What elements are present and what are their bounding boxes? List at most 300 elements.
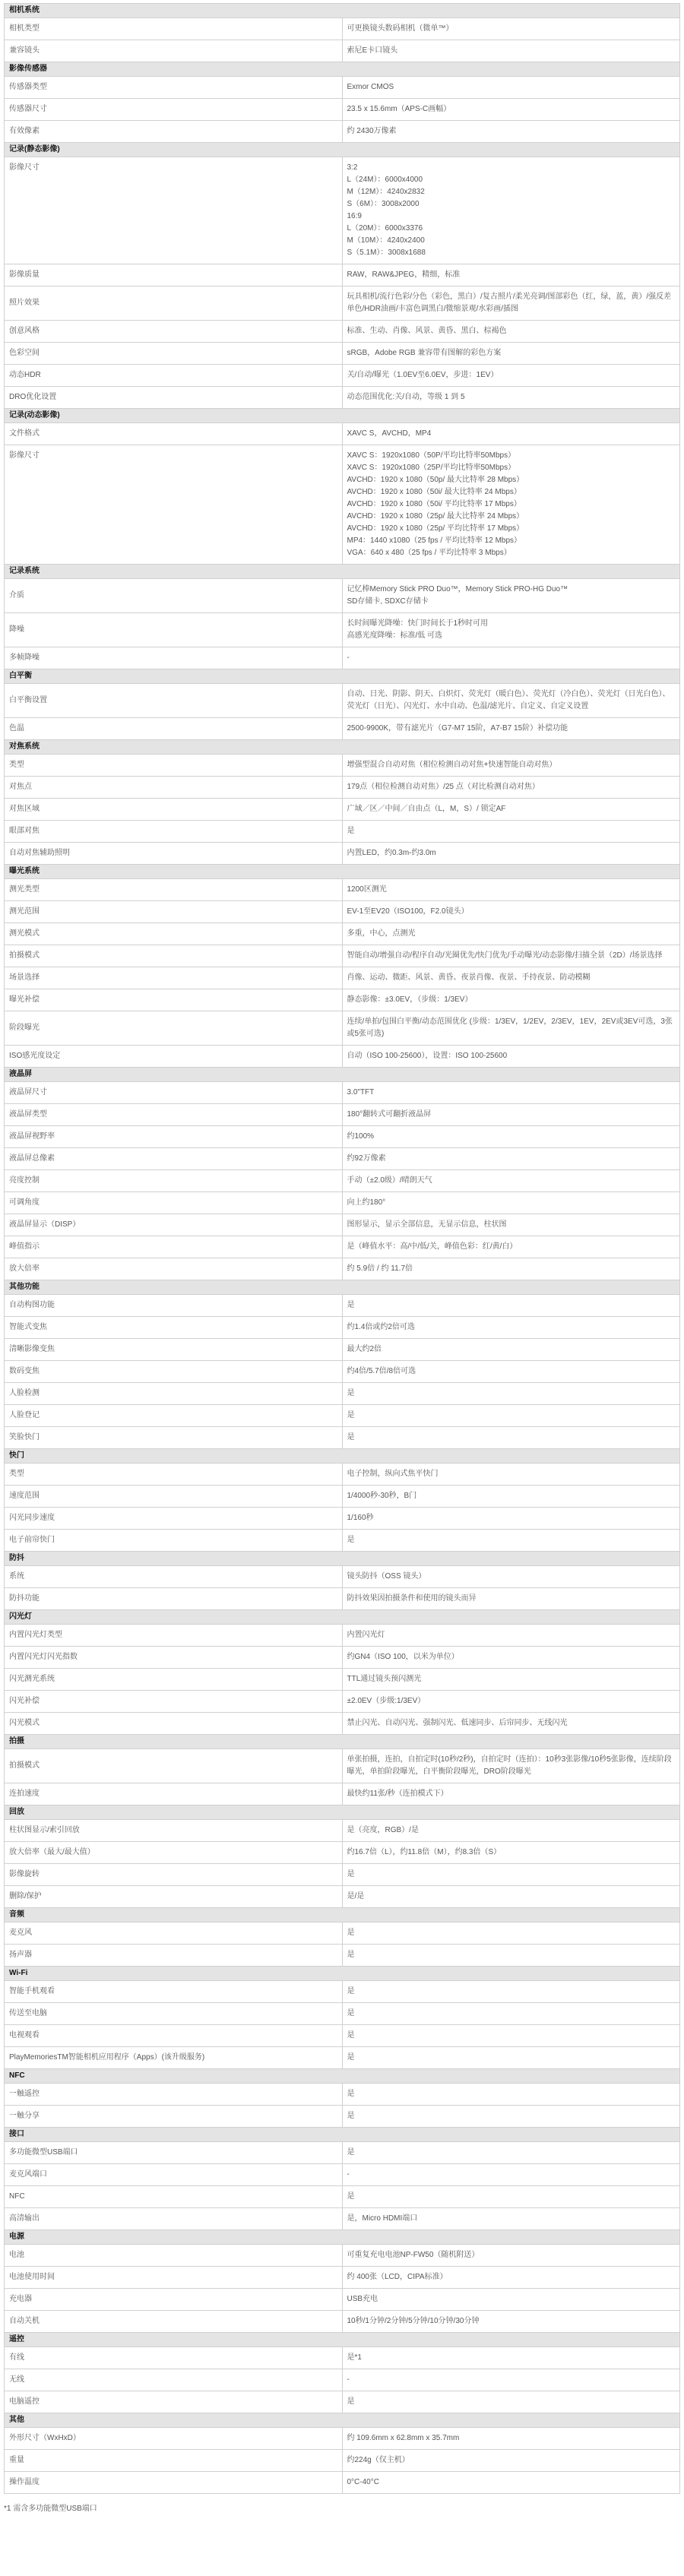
spec-value bbox=[342, 879, 680, 901]
spec-value bbox=[342, 2208, 680, 2230]
spec-label: 闪光补偿 bbox=[5, 1691, 343, 1713]
spec-value-line: 约224g（仅主机） bbox=[347, 2456, 410, 2464]
spec-row bbox=[5, 989, 680, 1011]
spec-value-line: EV-1至EV20（ISO100，F2.0镜头） bbox=[347, 907, 469, 916]
spec-value-line: 镜头防抖（OSS 镜头） bbox=[347, 1572, 426, 1581]
spec-value-line: 是（亮度，RGB）/是 bbox=[347, 1826, 419, 1834]
section-header bbox=[5, 2128, 680, 2142]
spec-value bbox=[342, 2267, 680, 2289]
spec-table-body bbox=[5, 4, 680, 2494]
spec-value bbox=[342, 445, 680, 565]
spec-value bbox=[342, 2106, 680, 2128]
spec-value-line: 是，Micro HDMI端口 bbox=[347, 2214, 418, 2223]
spec-value-line: - bbox=[347, 2170, 350, 2179]
spec-row bbox=[5, 1530, 680, 1552]
spec-value-line: 23.5 x 15.6mm（APS-C画幅） bbox=[347, 105, 451, 113]
spec-value bbox=[342, 1104, 680, 1126]
spec-value-line: 180°翻转式可翻折液晶屏 bbox=[347, 1110, 432, 1119]
spec-row bbox=[5, 1011, 680, 1046]
spec-value bbox=[342, 1011, 680, 1046]
spec-label: 动态HDR bbox=[5, 365, 343, 387]
spec-value bbox=[342, 365, 680, 387]
spec-label: 智能式变焦 bbox=[5, 1317, 343, 1339]
spec-label: 自动构图功能 bbox=[5, 1295, 343, 1317]
spec-value bbox=[342, 40, 680, 62]
footnote: *1 需含多功能微型USB端口 bbox=[4, 2505, 97, 2513]
section-title: 回放 bbox=[5, 1805, 680, 1820]
spec-value bbox=[342, 1691, 680, 1713]
spec-value bbox=[342, 684, 680, 718]
spec-value-line: S（6M）：3008x2000 bbox=[347, 200, 420, 208]
spec-value bbox=[342, 2311, 680, 2333]
spec-row bbox=[5, 1669, 680, 1691]
spec-row bbox=[5, 1317, 680, 1339]
spec-label: 电脑遥控 bbox=[5, 2391, 343, 2413]
spec-value-line: SD存储卡, SDXC存储卡 bbox=[347, 597, 429, 606]
spec-label: 外形尺寸（WxHxD） bbox=[5, 2428, 343, 2450]
spec-value bbox=[342, 989, 680, 1011]
spec-value bbox=[342, 901, 680, 923]
spec-value bbox=[342, 1842, 680, 1864]
section-header bbox=[5, 740, 680, 755]
spec-label: 峰值指示 bbox=[5, 1236, 343, 1258]
spec-row bbox=[5, 923, 680, 945]
spec-label: 介质 bbox=[5, 579, 343, 613]
spec-value bbox=[342, 1148, 680, 1170]
spec-value-line: 2500-9900K，带有滤光片（G7-M7 15阶，A7-B7 15阶）补偿功能 bbox=[347, 724, 568, 733]
spec-value bbox=[342, 1530, 680, 1552]
section-title: 防抖 bbox=[5, 1552, 680, 1566]
section-header bbox=[5, 2069, 680, 2084]
section-header bbox=[5, 1280, 680, 1295]
spec-value bbox=[342, 1339, 680, 1361]
spec-row bbox=[5, 1427, 680, 1449]
spec-label: 多帧降噪 bbox=[5, 647, 343, 669]
spec-label: PlayMemoriesTM智能相机应用程序（Apps）(该升级服务) bbox=[5, 2047, 343, 2069]
spec-label: 影像旋转 bbox=[5, 1864, 343, 1886]
spec-value-line: Exmor CMOS bbox=[347, 83, 394, 91]
spec-value-line: sRGB，Adobe RGB 兼容带有图解的彩色方案 bbox=[347, 349, 502, 357]
spec-value bbox=[342, 2003, 680, 2025]
spec-row bbox=[5, 1820, 680, 1842]
spec-value-line: 广域／区／中间／自由点（L，M，S）/ 锁定AF bbox=[347, 805, 506, 813]
spec-value-line: 是 bbox=[347, 2112, 355, 2120]
spec-value bbox=[342, 157, 680, 264]
spec-label: 充电器 bbox=[5, 2289, 343, 2311]
spec-value bbox=[342, 579, 680, 613]
spec-value bbox=[342, 423, 680, 445]
spec-label: 眼部对焦 bbox=[5, 821, 343, 843]
spec-row bbox=[5, 1148, 680, 1170]
spec-row bbox=[5, 843, 680, 865]
spec-row bbox=[5, 1981, 680, 2003]
spec-label: 创意风格 bbox=[5, 321, 343, 343]
spec-value-line: 图形显示，显示全部信息，无显示信息，柱状图 bbox=[347, 1220, 507, 1229]
spec-row bbox=[5, 1566, 680, 1588]
spec-label: 影像尺寸 bbox=[5, 157, 343, 264]
spec-row bbox=[5, 2369, 680, 2391]
spec-label: 曝光补偿 bbox=[5, 989, 343, 1011]
spec-row bbox=[5, 945, 680, 967]
spec-value bbox=[342, 264, 680, 286]
spec-label: 文件格式 bbox=[5, 423, 343, 445]
spec-value bbox=[342, 1486, 680, 1508]
spec-value-line: M（12M）：4240x2832 bbox=[347, 188, 425, 196]
spec-value bbox=[342, 2047, 680, 2069]
spec-value bbox=[342, 1864, 680, 1886]
spec-value-line: AVCHD：1920 x 1080（50p/ 最大比特率 28 Mbps） bbox=[347, 476, 524, 484]
spec-label: 液晶屏显示（DISP） bbox=[5, 1214, 343, 1236]
spec-value bbox=[342, 2084, 680, 2106]
spec-row bbox=[5, 445, 680, 565]
spec-row bbox=[5, 2025, 680, 2047]
spec-label: 扬声器 bbox=[5, 1945, 343, 1967]
spec-label: 影像尺寸 bbox=[5, 445, 343, 565]
spec-row bbox=[5, 1625, 680, 1647]
spec-value bbox=[342, 1923, 680, 1945]
spec-value bbox=[342, 2142, 680, 2164]
spec-row bbox=[5, 2084, 680, 2106]
spec-row bbox=[5, 879, 680, 901]
spec-value-line: XAVC S：1920x1080（50P/平均比特率50Mbps） bbox=[347, 451, 516, 460]
section-title: Wi-Fi bbox=[5, 1967, 680, 1981]
spec-table bbox=[4, 3, 680, 2494]
spec-value-line: AVCHD：1920 x 1080（25p/ 最大比特率 24 Mbps） bbox=[347, 512, 524, 521]
spec-label: 智能手机观看 bbox=[5, 1981, 343, 2003]
spec-label: 对焦区域 bbox=[5, 799, 343, 821]
spec-row bbox=[5, 2047, 680, 2069]
spec-row bbox=[5, 121, 680, 143]
spec-label: 拍摄模式 bbox=[5, 945, 343, 967]
spec-value-line: 是 bbox=[347, 1536, 355, 1544]
spec-value bbox=[342, 1749, 680, 1783]
spec-value-line: 是 bbox=[347, 1929, 355, 1937]
spec-value-line: 约GN4（ISO 100，以米为单位） bbox=[347, 1653, 459, 1661]
spec-value-line: 约 109.6mm x 62.8mm x 35.7mm bbox=[347, 2434, 460, 2442]
section-title: 接口 bbox=[5, 2128, 680, 2142]
spec-row bbox=[5, 1236, 680, 1258]
spec-label: 放大倍率（最大/最大值） bbox=[5, 1842, 343, 1864]
spec-row bbox=[5, 2347, 680, 2369]
section-header bbox=[5, 1552, 680, 1566]
spec-value bbox=[342, 121, 680, 143]
spec-value bbox=[342, 1713, 680, 1735]
spec-value-line: 1/4000秒-30秒，B门 bbox=[347, 1492, 417, 1500]
spec-row bbox=[5, 579, 680, 613]
spec-value-line: 179点（相位检测自动对焦）/25 点（对比检测自动对焦） bbox=[347, 783, 540, 791]
spec-value-line: MP4：1440 x1080（25 fps / 平均比特率 12 Mbps） bbox=[347, 536, 522, 545]
spec-label: 色彩空间 bbox=[5, 343, 343, 365]
section-header bbox=[5, 62, 680, 77]
spec-row bbox=[5, 647, 680, 669]
section-title: 记录系统 bbox=[5, 565, 680, 579]
spec-value bbox=[342, 2186, 680, 2208]
spec-value-line: L（20M）：6000x3376 bbox=[347, 224, 423, 233]
spec-value-line: 内置闪光灯 bbox=[347, 1631, 385, 1639]
spec-value bbox=[342, 1886, 680, 1908]
section-header bbox=[5, 865, 680, 879]
spec-value-line: - bbox=[347, 2375, 350, 2384]
spec-row bbox=[5, 2142, 680, 2164]
spec-value-line: 是 bbox=[347, 2053, 355, 2062]
spec-value bbox=[342, 1046, 680, 1068]
spec-row bbox=[5, 1464, 680, 1486]
spec-row bbox=[5, 901, 680, 923]
spec-value-line: 是*1 bbox=[347, 2353, 362, 2362]
spec-value-line: 3.0"TFT bbox=[347, 1088, 375, 1097]
spec-label: NFC bbox=[5, 2186, 343, 2208]
section-title: 其他功能 bbox=[5, 1280, 680, 1295]
spec-value-line: S（5.1M）：3008x1688 bbox=[347, 248, 426, 257]
spec-label: 笑脸快门 bbox=[5, 1427, 343, 1449]
spec-value-line: 是 bbox=[347, 1389, 355, 1397]
section-title: 对焦系统 bbox=[5, 740, 680, 755]
spec-row bbox=[5, 1588, 680, 1610]
spec-row bbox=[5, 1339, 680, 1361]
section-header bbox=[5, 669, 680, 684]
spec-value-line: 1200区测光 bbox=[347, 885, 387, 894]
spec-value bbox=[342, 1588, 680, 1610]
spec-value bbox=[342, 2450, 680, 2472]
spec-value bbox=[342, 99, 680, 121]
spec-value-line: 是（峰值水平：高/中/低/关，峰值色彩：红/黄/白） bbox=[347, 1242, 518, 1251]
section-title: 闪光灯 bbox=[5, 1610, 680, 1625]
spec-value-line: 是 bbox=[347, 2031, 355, 2040]
spec-row bbox=[5, 799, 680, 821]
section-title: 液晶屏 bbox=[5, 1068, 680, 1082]
spec-label: 测光类型 bbox=[5, 879, 343, 901]
spec-value bbox=[342, 1464, 680, 1486]
spec-row bbox=[5, 1192, 680, 1214]
section-title: 电源 bbox=[5, 2230, 680, 2245]
spec-value bbox=[342, 2164, 680, 2186]
spec-value bbox=[342, 821, 680, 843]
spec-row bbox=[5, 755, 680, 777]
section-header bbox=[5, 1735, 680, 1749]
spec-label: 放大倍率 bbox=[5, 1258, 343, 1280]
spec-row bbox=[5, 1508, 680, 1530]
spec-value bbox=[342, 343, 680, 365]
spec-row bbox=[5, 1046, 680, 1068]
spec-row bbox=[5, 1647, 680, 1669]
spec-label: ISO感光度设定 bbox=[5, 1046, 343, 1068]
spec-label: 有线 bbox=[5, 2347, 343, 2369]
spec-label: 拍摄模式 bbox=[5, 1749, 343, 1783]
spec-value bbox=[342, 1566, 680, 1588]
spec-row bbox=[5, 2311, 680, 2333]
spec-row bbox=[5, 40, 680, 62]
section-title: 白平衡 bbox=[5, 669, 680, 684]
spec-value bbox=[342, 1783, 680, 1805]
spec-label: 影像质量 bbox=[5, 264, 343, 286]
spec-row bbox=[5, 777, 680, 799]
spec-row bbox=[5, 1126, 680, 1148]
spec-value bbox=[342, 2347, 680, 2369]
spec-label: 麦克风 bbox=[5, 1923, 343, 1945]
spec-label: 人脸检测 bbox=[5, 1383, 343, 1405]
spec-row bbox=[5, 1713, 680, 1735]
spec-value bbox=[342, 1361, 680, 1383]
spec-value-line: 约 2430万像素 bbox=[347, 127, 397, 135]
spec-value-line: 1/160秒 bbox=[347, 1514, 374, 1522]
spec-value-line: 连续/单拍/包围白平衡/动态范围优化 (步级：1/3EV，1/2EV，2/3EV，1EV，2EV或3EV可选，3张或5张可选) bbox=[347, 1017, 673, 1038]
spec-value-line: - bbox=[347, 653, 350, 662]
spec-value bbox=[342, 1192, 680, 1214]
spec-row bbox=[5, 2267, 680, 2289]
spec-value-line: L（24M）：6000x4000 bbox=[347, 176, 423, 184]
spec-value bbox=[342, 1295, 680, 1317]
spec-row bbox=[5, 2472, 680, 2494]
spec-label: 重量 bbox=[5, 2450, 343, 2472]
spec-label: 测光范围 bbox=[5, 901, 343, 923]
section-header bbox=[5, 1805, 680, 1820]
spec-value bbox=[342, 1126, 680, 1148]
spec-value-line: 是 bbox=[347, 1411, 355, 1419]
spec-value bbox=[342, 2369, 680, 2391]
spec-value-line: 智能自动/增强自动/程序自动/光圈优先/快门优先/手动曝光/动态影像/扫描全景（2D）/场景选择 bbox=[347, 951, 663, 960]
section-header bbox=[5, 409, 680, 423]
section-title: 其他 bbox=[5, 2413, 680, 2428]
spec-row bbox=[5, 365, 680, 387]
spec-label: 自动对焦辅助照明 bbox=[5, 843, 343, 865]
spec-row bbox=[5, 387, 680, 409]
spec-row bbox=[5, 1361, 680, 1383]
spec-row bbox=[5, 684, 680, 718]
spec-label: 电池 bbox=[5, 2245, 343, 2267]
spec-value-line: 电子控制，纵向式焦平快门 bbox=[347, 1470, 439, 1478]
spec-value-line: 可重复充电电池NP-FW50（随机附送） bbox=[347, 2251, 480, 2259]
spec-value bbox=[342, 321, 680, 343]
spec-value-line: 约100% bbox=[347, 1132, 375, 1141]
spec-value bbox=[342, 1170, 680, 1192]
spec-value bbox=[342, 1383, 680, 1405]
spec-label: 清晰影像变焦 bbox=[5, 1339, 343, 1361]
spec-label: 内置闪光灯类型 bbox=[5, 1625, 343, 1647]
spec-value-line: 0°C-40°C bbox=[347, 2478, 379, 2486]
spec-row bbox=[5, 1486, 680, 1508]
spec-value-line: 16:9 bbox=[347, 212, 362, 220]
spec-value bbox=[342, 2245, 680, 2267]
spec-label: 柱状图显示/索引回放 bbox=[5, 1820, 343, 1842]
spec-value bbox=[342, 2289, 680, 2311]
spec-row bbox=[5, 2245, 680, 2267]
spec-value-line: 是 bbox=[347, 1301, 355, 1309]
spec-row bbox=[5, 1842, 680, 1864]
spec-value bbox=[342, 77, 680, 99]
spec-value bbox=[342, 1981, 680, 2003]
spec-label: 无线 bbox=[5, 2369, 343, 2391]
spec-row bbox=[5, 1783, 680, 1805]
spec-row bbox=[5, 157, 680, 264]
spec-label: 闪光测光系统 bbox=[5, 1669, 343, 1691]
spec-label: 数码变焦 bbox=[5, 1361, 343, 1383]
spec-value bbox=[342, 755, 680, 777]
spec-row bbox=[5, 1383, 680, 1405]
section-title: 遥控 bbox=[5, 2333, 680, 2347]
spec-row bbox=[5, 18, 680, 40]
spec-value-line: 约4倍/5.7倍/8倍可选 bbox=[347, 1367, 416, 1375]
section-title: 曝光系统 bbox=[5, 865, 680, 879]
spec-row bbox=[5, 343, 680, 365]
spec-value-line: XAVC S：1920x1080（25P/平均比特率50Mbps） bbox=[347, 464, 516, 472]
spec-label: 液晶屏类型 bbox=[5, 1104, 343, 1126]
spec-value-line: 内置LED，约0.3m-约3.0m bbox=[347, 849, 436, 857]
spec-label: 删除/保护 bbox=[5, 1886, 343, 1908]
spec-value bbox=[342, 1508, 680, 1530]
spec-value bbox=[342, 718, 680, 740]
spec-label: 电池使用时间 bbox=[5, 2267, 343, 2289]
spec-value-line: 多重，中心，点测光 bbox=[347, 929, 416, 938]
spec-label: 传送至电脑 bbox=[5, 2003, 343, 2025]
spec-label: 一触遥控 bbox=[5, 2084, 343, 2106]
spec-row bbox=[5, 1405, 680, 1427]
spec-label: 类型 bbox=[5, 1464, 343, 1486]
spec-value-line: 是 bbox=[347, 2397, 355, 2406]
spec-value-line: 最快约11张/秒（连拍模式下） bbox=[347, 1790, 448, 1798]
spec-value-line: 自动（ISO 100-25600），设置：ISO 100-25600 bbox=[347, 1052, 508, 1060]
spec-row bbox=[5, 1923, 680, 1945]
spec-label: 传感器类型 bbox=[5, 77, 343, 99]
spec-value bbox=[342, 2428, 680, 2450]
spec-row bbox=[5, 967, 680, 989]
spec-label: 电子前帘快门 bbox=[5, 1530, 343, 1552]
spec-value-line: 是 bbox=[347, 2192, 355, 2201]
spec-value-line: 约16.7倍（L），约11.8倍（M），约8.3倍（S） bbox=[347, 1848, 502, 1856]
spec-label: 可调角度 bbox=[5, 1192, 343, 1214]
spec-row bbox=[5, 99, 680, 121]
spec-label: 内置闪光灯闪光指数 bbox=[5, 1647, 343, 1669]
spec-value bbox=[342, 799, 680, 821]
spec-row bbox=[5, 2289, 680, 2311]
spec-value bbox=[342, 1236, 680, 1258]
spec-row bbox=[5, 2428, 680, 2450]
spec-value-line: 是 bbox=[347, 2090, 355, 2098]
spec-value-line: 3:2 bbox=[347, 163, 358, 172]
spec-label: 类型 bbox=[5, 755, 343, 777]
spec-value-line: 单张拍摄，连拍，自拍定时(10秒/2秒)，自拍定时（连拍）：10秒3张影像/10秒5张影像，连续阶段曝光，单拍阶段曝光，白平衡阶段曝光，DRO阶段曝光 bbox=[347, 1755, 672, 1776]
spec-label: 白平衡设置 bbox=[5, 684, 343, 718]
spec-value-line: 关/自动/曝光（1.0EV至6.0EV，步进：1EV） bbox=[347, 371, 499, 379]
spec-label: DRO优化设置 bbox=[5, 387, 343, 409]
spec-row bbox=[5, 718, 680, 740]
section-title: 记录(动态影像) bbox=[5, 409, 680, 423]
spec-row bbox=[5, 1258, 680, 1280]
spec-value bbox=[342, 1258, 680, 1280]
spec-label: 电视观看 bbox=[5, 2025, 343, 2047]
spec-row bbox=[5, 2106, 680, 2128]
section-header bbox=[5, 2333, 680, 2347]
spec-value-line: 记忆棒Memory Stick PRO Duo™，Memory Stick PRO-HG Duo™ bbox=[347, 585, 568, 593]
spec-label: 系统 bbox=[5, 1566, 343, 1588]
spec-label: 色温 bbox=[5, 718, 343, 740]
spec-row bbox=[5, 264, 680, 286]
spec-row bbox=[5, 1691, 680, 1713]
spec-value bbox=[342, 1427, 680, 1449]
spec-row bbox=[5, 1170, 680, 1192]
spec-value-line: 增强型混合自动对焦（相位检测自动对焦+快速智能自动对焦） bbox=[347, 761, 557, 769]
spec-value-line: 动态范围优化:关/自动，等级 1 到 5 bbox=[347, 393, 465, 401]
spec-value bbox=[342, 843, 680, 865]
spec-value bbox=[342, 1945, 680, 1967]
spec-label: 人脸登记 bbox=[5, 1405, 343, 1427]
spec-value bbox=[342, 1317, 680, 1339]
spec-value-line: 10秒/1分钟/2分钟/5分钟/10分钟/30分钟 bbox=[347, 2317, 480, 2325]
spec-value-line: USB充电 bbox=[347, 2295, 378, 2303]
spec-value-line: ±2.0EV（步级:1/3EV） bbox=[347, 1697, 426, 1705]
spec-value-line: 肖像、运动、微距、风景、黄昏、夜景肖像、夜景、手持夜景、防动模糊 bbox=[347, 973, 591, 982]
spec-row bbox=[5, 321, 680, 343]
spec-value-line: 玩具相机/流行色彩/分色（彩色，黑白）/复古照片/柔光亮调/图部彩色（红，绿，蓝，黄）/强反差单色/HDR油画/丰富色调黑白/微缩景观/水彩画/插图 bbox=[347, 293, 672, 313]
